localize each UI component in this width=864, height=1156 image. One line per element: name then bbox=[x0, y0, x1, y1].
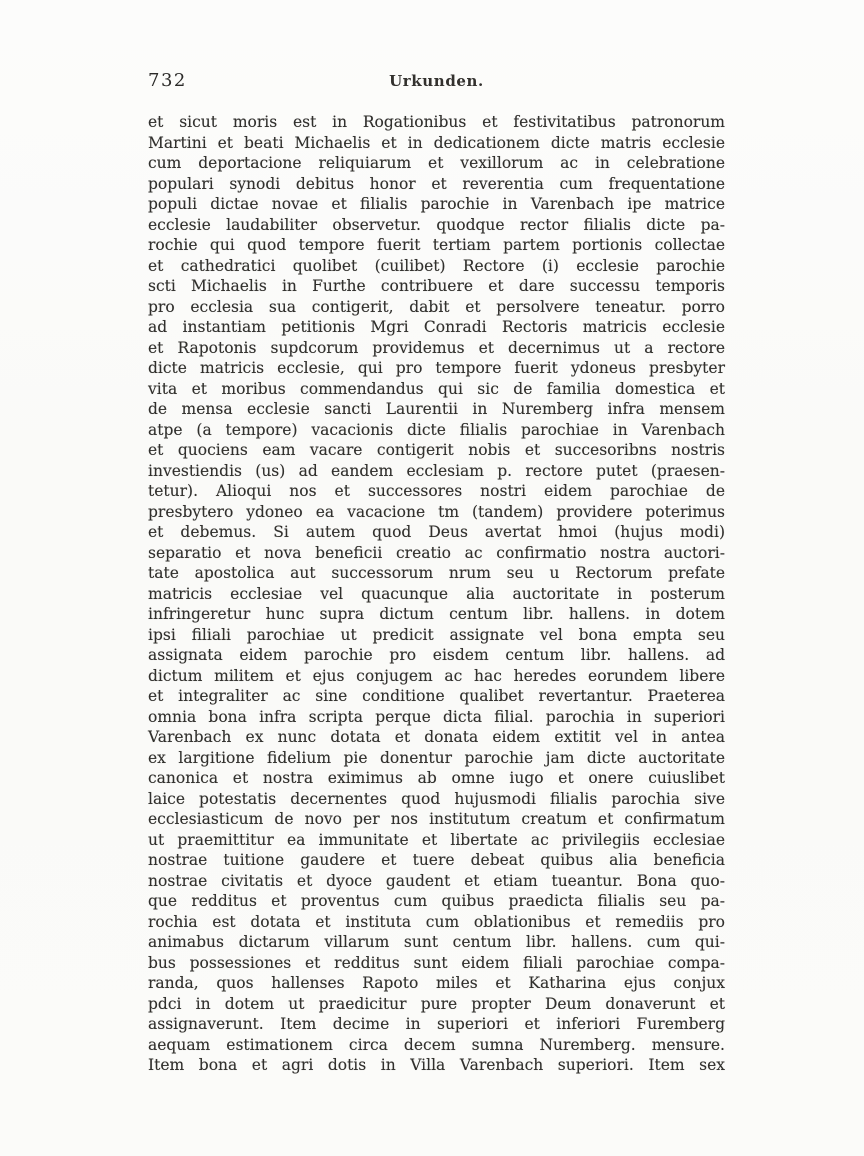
text-line: Martini et beati Michaelis et in dedicationem dicte matris ecclesie bbox=[148, 133, 725, 152]
text-line: pro ecclesia sua contigerit, dabit et persolvere teneatur. porro bbox=[148, 297, 725, 316]
text-line: ecclesiasticum de novo per nos institutum creatum et confirmatum bbox=[148, 810, 725, 828]
text-line: populi dictae novae et filialis parochie in Varenbach ipe matrice bbox=[148, 195, 725, 213]
text-line: rochie qui quod tempore fuerit tertiam partem portionis collectae bbox=[148, 236, 725, 254]
text-line: nostrae tuitione gaudere et tuere debeat quibus alia beneficia bbox=[148, 851, 725, 869]
text-line: atpe (a tempore) vacacionis dicte filialis parochiae in Varenbach bbox=[148, 420, 725, 439]
text-line: separatio et nova beneficii creatio ac confirmatio nostra auctori- bbox=[148, 543, 725, 562]
text-line: et integraliter ac sine conditione qualibet revertantur. Praeterea bbox=[148, 687, 725, 705]
text-line: bus possessiones et redditus sunt eidem filiali parochiae compa- bbox=[148, 953, 725, 972]
text-line: nostrae civitatis et dyoce gaudent et etiam tueantur. Bona quo- bbox=[148, 871, 725, 890]
page-header bbox=[148, 70, 725, 94]
text-line: scti Michaelis in Furthe contribuere et dare successu temporis bbox=[148, 277, 725, 295]
text-line: vita et moribus commendandus qui sic de familia domestica et bbox=[148, 379, 725, 398]
text-line: ex largitione fidelium pie donentur parochie jam dicte auctoritate bbox=[148, 748, 725, 767]
text-line: presbytero ydoneo ea vacacione tm (tandem) providere poterimus bbox=[148, 502, 725, 521]
text-line: ipsi filiali parochiae ut predicit assignate vel bona empta seu bbox=[148, 625, 725, 644]
text-line: tetur). Alioqui nos et successores nostri eidem parochiae de bbox=[148, 482, 725, 500]
text-line: aequam estimationem circa decem sumna Nuremberg. mensure. bbox=[148, 1035, 725, 1054]
running-head: Urkunden. bbox=[389, 72, 484, 90]
text-line: et debemus. Si autem quod Deus avertat hmoi (hujus modi) bbox=[148, 523, 725, 541]
text-line: tate apostolica aut successorum nrum seu u Rectorum prefate bbox=[148, 564, 725, 582]
text-line: de mensa ecclesie sancti Laurentii in Nuremberg infra mensem bbox=[148, 400, 725, 418]
text-line: et sicut moris est in Rogationibus et festivitatibus patronorum bbox=[148, 113, 725, 131]
text-line: ut praemittitur ea immunitate et libertate ac privilegiis ecclesiae bbox=[148, 830, 725, 849]
text-line: Item bona et agri dotis in Villa Varenbach superiori. Item sex bbox=[148, 1056, 725, 1074]
text-line: omnia bona infra scripta perque dicta filial. parochia in superiori bbox=[148, 707, 725, 726]
text-line: investiendis (us) ad eandem ecclesiam p. rectore putet (praesen- bbox=[148, 461, 725, 480]
text-line: assignaverunt. Item decime in superiori et inferiori Furemberg bbox=[148, 1015, 725, 1033]
text-line: Varenbach ex nunc dotata et donata eidem extitit vel in antea bbox=[148, 728, 725, 746]
text-line: que redditus et proventus cum quibus praedicta filialis seu pa- bbox=[148, 892, 725, 910]
text-line: canonica et nostra eximimus ab omne iugo et onere cuiuslibet bbox=[148, 769, 725, 787]
text-line: randa, quos hallenses Rapoto miles et Katharina ejus conjux bbox=[148, 974, 725, 992]
text-line: dicte matricis ecclesie, qui pro tempore fuerit ydoneus presbyter bbox=[148, 359, 725, 377]
text-line: matricis ecclesiae vel quacunque alia auctoritate in posterum bbox=[148, 584, 725, 603]
text-line: et Rapotonis supdcorum providemus et decernimus ut a rectore bbox=[148, 338, 725, 357]
text-line: infringeretur hunc supra dictum centum libr. hallens. in dotem bbox=[148, 605, 725, 623]
text-line: populari synodi debitus honor et reverentia cum frequentatione bbox=[148, 174, 725, 193]
text-line: animabus dictarum villarum sunt centum libr. hallens. cum qui- bbox=[148, 933, 725, 951]
text-line: ad instantiam petitionis Mgri Conradi Rectoris matricis ecclesie bbox=[148, 318, 725, 336]
text-line: rochia est dotata et instituta cum oblationibus et remediis pro bbox=[148, 912, 725, 931]
text-line: laice potestatis decernentes quod hujusmodi filialis parochia sive bbox=[148, 789, 725, 808]
text-line: ecclesie laudabiliter observetur. quodque rector filialis dicte pa- bbox=[148, 215, 725, 234]
text-line: pdci in dotem ut praedicitur pure propter Deum donaverunt et bbox=[148, 994, 725, 1013]
text-line: cum deportacione reliquiarum et vexillorum ac in celebratione bbox=[148, 154, 725, 172]
text-line: assignata eidem parochie pro eisdem centum libr. hallens. ad bbox=[148, 646, 725, 664]
document-body bbox=[148, 112, 725, 1076]
text-line: et cathedratici quolibet (cuilibet) Rectore (i) ecclesie parochie bbox=[148, 256, 725, 275]
text-line: dictum militem et ejus conjugem ac hac heredes eorundem libere bbox=[148, 666, 725, 685]
text-line: et quociens eam vacare contigerit nobis et succesoribns nostris bbox=[148, 441, 725, 459]
page-number: 732 bbox=[148, 70, 187, 91]
